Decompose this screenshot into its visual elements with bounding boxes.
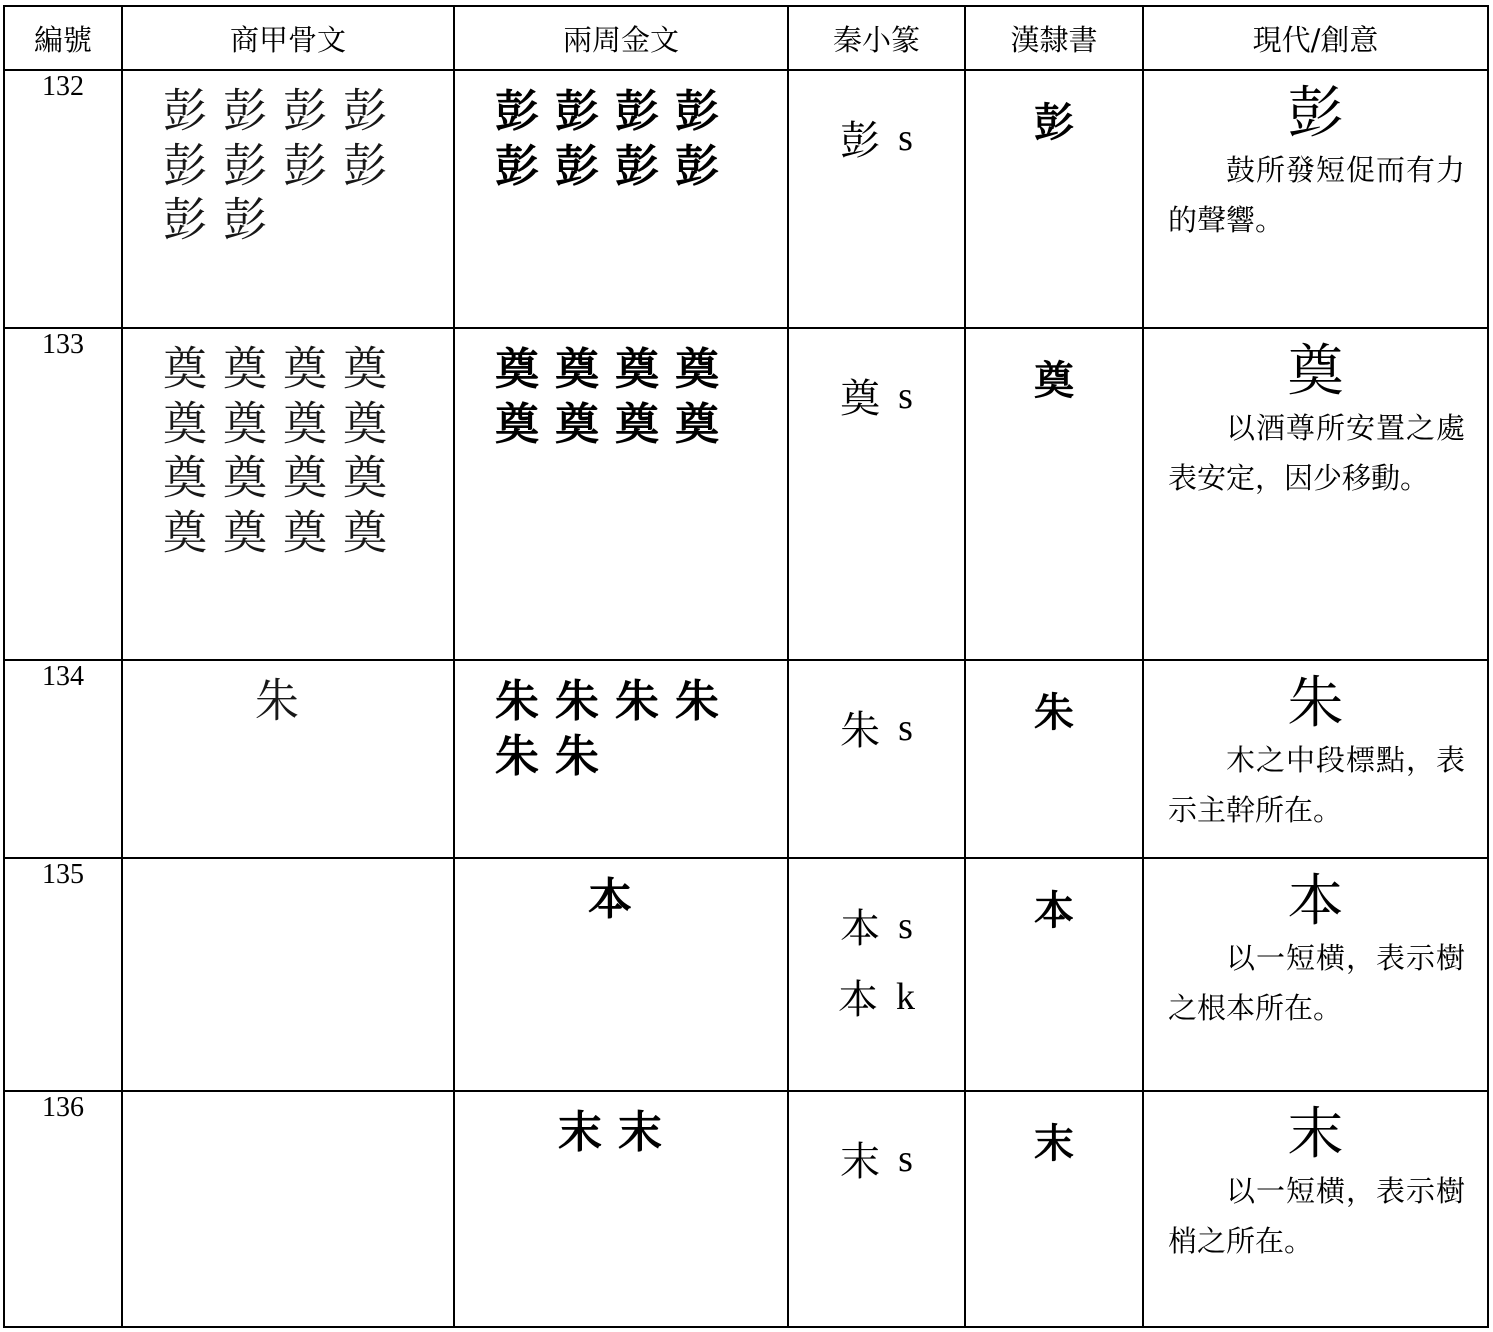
oracle-glyphs [123,859,453,875]
bronze-glyph: 末 [558,1107,604,1158]
oracle-glyph: 奠 [283,342,329,397]
seal-cell [788,70,965,328]
header-oracle: 商甲骨文 [122,6,454,70]
seal-source-tag: k [896,975,915,1018]
oracle-glyph: 奠 [283,451,329,506]
seal-source-tag: s [898,374,913,417]
seal-cell [788,328,965,660]
oracle-glyph: 彭 [283,139,329,193]
header-bronze: 兩周金文 [454,6,788,70]
seal-entry [789,968,964,1025]
modern-character: 彭 [1287,81,1344,146]
seal-cell [788,858,965,1091]
character-evolution-table [3,5,1489,1328]
seal-source-tag: s [898,1137,913,1180]
bronze-glyph: 朱 [555,730,601,782]
oracle-glyph: 奠 [343,506,389,561]
seal-glyph: 朱 [840,708,881,754]
modern-cell [1143,1091,1488,1327]
oracle-glyphs [123,1092,453,1108]
oracle-glyph: 彭 [223,193,269,248]
oracle-glyph: 彭 [283,84,329,139]
clerical-cell [965,328,1143,660]
clerical-cell [965,858,1143,1091]
row-number: 133 [4,328,122,660]
clerical-glyph: 本 [1034,887,1074,934]
bronze-glyphs [455,1092,787,1159]
seal-glyph: 彭 [840,118,881,164]
oracle-cell [122,328,454,660]
meaning-text: 以一短横，表示樹之根本所在。 [1168,940,1465,1026]
modern-cell [1143,70,1488,328]
bronze-glyphs [455,329,787,450]
clerical-glyph: 朱 [1034,689,1074,736]
row-number: 136 [4,1091,122,1327]
modern-character: 本 [1287,869,1344,934]
bronze-glyphs [455,859,787,926]
bronze-cell [454,1091,788,1327]
oracle-glyph: 彭 [223,84,269,139]
oracle-glyph: 奠 [223,397,269,451]
modern-cell [1143,660,1488,858]
bronze-glyph: 彭 [675,140,721,192]
oracle-glyph: 奠 [343,397,389,451]
bronze-glyph: 彭 [495,86,541,137]
oracle-glyph: 彭 [223,139,269,193]
oracle-glyph: 奠 [343,342,389,397]
bronze-glyph: 奠 [495,398,541,450]
seal-entry [789,367,964,424]
header-row [4,6,1488,70]
modern-character: 末 [1287,1102,1344,1167]
bronze-glyph: 奠 [555,344,601,395]
oracle-glyph: 奠 [163,397,209,451]
seal-entry [789,109,964,166]
oracle-glyph: 奠 [223,451,269,506]
oracle-glyph: 奠 [223,342,269,397]
oracle-cell [122,660,454,858]
table-row [4,1091,1488,1327]
seal-glyph: 本 [838,977,878,1023]
bronze-glyph: 奠 [555,398,601,450]
modern-character: 朱 [1287,671,1344,736]
oracle-glyph: 奠 [163,342,209,397]
table-row [4,660,1488,858]
oracle-cell [122,858,454,1091]
header-modern: 現代/創意 [1143,6,1488,70]
seal-cell [788,660,965,858]
seal-entry [789,699,964,756]
oracle-glyphs [123,71,453,247]
bronze-glyph: 末 [618,1107,664,1158]
seal-source-tag: s [898,904,913,947]
meaning-text: 以酒尊所安置之處表安定，因少移動。 [1168,410,1465,496]
bronze-glyph: 本 [588,874,634,925]
bronze-glyph: 彭 [615,86,661,137]
oracle-glyph: 彭 [343,84,389,139]
bronze-glyphs [455,661,787,782]
seal-glyph: 奠 [840,376,881,422]
bronze-glyph: 奠 [495,344,541,395]
bronze-glyph: 彭 [675,86,721,137]
seal-source-tag: s [898,706,913,749]
header-clerical: 漢隸書 [965,6,1143,70]
oracle-glyph: 奠 [163,451,209,506]
bronze-glyph: 彭 [495,140,541,192]
bronze-glyph: 奠 [615,344,661,395]
oracle-glyph: 奠 [283,506,329,561]
seal-glyph: 本 [840,906,881,952]
bronze-glyph: 奠 [675,398,721,450]
seal-entry [789,897,964,954]
row-number: 134 [4,660,122,858]
bronze-cell [454,328,788,660]
meaning-text: 木之中段標點，表示主幹所在。 [1168,742,1465,828]
bronze-glyph: 朱 [495,676,541,727]
bronze-glyph: 彭 [555,86,601,137]
bronze-glyph: 朱 [615,676,661,727]
oracle-glyph: 彭 [343,139,389,193]
table-row [4,328,1488,660]
meaning-text: 以一短横，表示樹梢之所在。 [1168,1173,1465,1259]
bronze-glyph: 彭 [555,140,601,192]
bronze-glyph: 朱 [555,676,601,727]
oracle-glyph: 彭 [163,84,209,139]
table-row [4,858,1488,1091]
oracle-glyphs [123,329,453,559]
table-row [4,70,1488,328]
oracle-glyph: 彭 [163,193,209,248]
bronze-glyph: 朱 [495,730,541,782]
row-number: 135 [4,858,122,1091]
clerical-cell [965,660,1143,858]
bronze-glyph: 朱 [675,676,721,727]
modern-cell [1143,858,1488,1091]
bronze-cell [454,660,788,858]
oracle-glyph: 奠 [343,451,389,506]
clerical-glyph: 彭 [1034,99,1074,146]
oracle-cell [122,70,454,328]
bronze-cell [454,70,788,328]
header-seal: 秦小篆 [788,6,965,70]
modern-character: 奠 [1287,339,1344,404]
clerical-cell [965,1091,1143,1327]
bronze-cell [454,858,788,1091]
oracle-glyph: 朱 [255,674,301,729]
oracle-cell [122,1091,454,1327]
row-number: 132 [4,70,122,328]
seal-entry [789,1130,964,1187]
meaning-text: 鼓所發短促而有力的聲響。 [1168,152,1465,238]
bronze-glyph: 彭 [615,140,661,192]
oracle-glyphs [123,661,453,728]
bronze-glyphs [455,71,787,192]
seal-glyph: 末 [840,1139,881,1185]
oracle-glyph: 奠 [223,506,269,561]
clerical-glyph: 奠 [1034,357,1074,404]
header-number: 編號 [4,6,122,70]
oracle-glyph: 奠 [283,397,329,451]
clerical-cell [965,70,1143,328]
bronze-glyph: 奠 [675,344,721,395]
seal-cell [788,1091,965,1327]
oracle-glyph: 奠 [163,506,209,561]
bronze-glyph: 奠 [615,398,661,450]
seal-source-tag: s [898,116,913,159]
oracle-glyph: 彭 [163,139,209,193]
modern-cell [1143,328,1488,660]
clerical-glyph: 末 [1034,1120,1074,1167]
